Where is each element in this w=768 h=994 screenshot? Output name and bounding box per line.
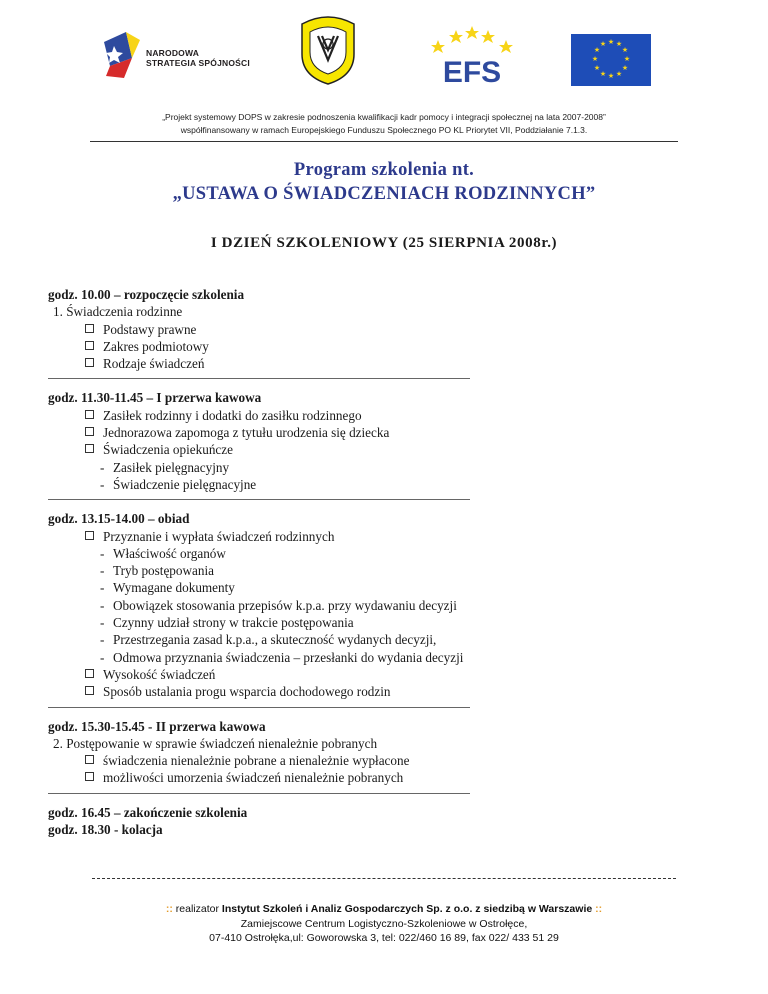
section-divider <box>48 378 470 379</box>
efs-logo <box>426 26 518 88</box>
bullet-item: Świadczenia opiekuńcze <box>48 441 668 458</box>
bullet-item: świadczenia nienależnie pobrane a nienależnie wypłacone <box>48 752 668 769</box>
checkbox-bullet-icon <box>85 427 94 436</box>
svg-text:★: ★ <box>621 64 629 72</box>
dash-item: - Świadczenie pielęgnacyjne <box>100 476 257 492</box>
svg-text:★: ★ <box>599 70 607 78</box>
nss-mark-icon <box>102 28 142 80</box>
dash-item: - Wymagane dokumenty <box>100 580 235 596</box>
dash-item: - Obowiązek stosowania przepisów k.p.a. przy wydawaniu decyzji <box>100 597 457 613</box>
time-heading: godz. 10.00 – rozpoczęcie szkolenia <box>48 287 245 302</box>
agenda <box>48 286 668 838</box>
efs-icon <box>426 26 518 88</box>
checkbox-bullet-icon <box>85 324 94 333</box>
dash-item: - Czynny udział strony w trakcie postępowania <box>100 615 354 631</box>
numbered-item: 2. Postępowanie w sprawie świadczeń nienależnie pobranych <box>53 735 378 751</box>
dops-seal-icon <box>296 14 360 86</box>
narodowa-strategia-spojnosci-logo <box>102 28 252 84</box>
footer-address-line2: 07-410 Ostrołęka,ul: Goworowska 3, tel: 022/460 16 89, fax 022/ 433 51 29 <box>209 932 559 944</box>
bullet-item: Zasiłek rodzinny i dodatki do zasiłku rodzinnego <box>48 407 668 424</box>
section-divider <box>48 707 470 708</box>
checkbox-bullet-icon <box>85 755 94 764</box>
checkbox-bullet-icon <box>85 410 94 419</box>
section-divider <box>48 499 470 500</box>
svg-text:★: ★ <box>615 70 623 78</box>
checkbox-bullet-icon <box>85 669 94 678</box>
checkbox-bullet-icon <box>85 341 94 350</box>
checkbox-bullet-icon <box>85 772 94 781</box>
bullet-item: Przyznanie i wypłata świadczeń rodzinnych <box>48 528 668 545</box>
eu-flag-logo <box>571 34 651 86</box>
svg-text:★: ★ <box>615 40 623 48</box>
time-heading: godz. 11.30-11.45 – I przerwa kawowa <box>48 390 262 406</box>
page-title-line2: „USTAWA O ŚWIADCZENIACH RODZINNYCH” <box>172 184 596 204</box>
time-heading: godz. 13.15-14.00 – obiad <box>48 511 190 527</box>
footer-divider <box>92 878 676 879</box>
time-heading: godz. 15.30-15.45 - II przerwa kawowa <box>48 718 266 734</box>
checkbox-bullet-icon <box>85 686 94 695</box>
svg-text:★: ★ <box>623 55 631 63</box>
dash-item: - Właściwość organów <box>100 545 226 561</box>
header-divider <box>90 141 678 142</box>
project-note-line1: „Projekt systemowy DOPS w zakresie podnoszenia kwalifikacji kadr pomocy i integracji społecznej na lata 2007-2008” <box>162 112 606 122</box>
project-note-line2: współfinansowany w ramach Europejskiego Funduszu Społecznego PO KL Priorytet VII, Poddziałanie 7.1.3. <box>180 125 588 135</box>
svg-text:★: ★ <box>593 46 601 54</box>
bullet-item: Jednorazowa zapomoga z tytułu urodzenia się dziecka <box>48 424 668 441</box>
checkbox-bullet-icon <box>85 358 94 367</box>
footer-realizator: :: realizator Instytut Szkoleń i Analiz Gospodarczych Sp. z o.o. z siedzibą w Warszawie :: <box>165 903 603 915</box>
nss-name: NARODOWA STRATEGIA SPÓJNOŚCI <box>146 48 250 68</box>
bullet-item: Wysokość świadczeń <box>48 666 668 683</box>
bullet-item: Zakres podmiotowy <box>48 338 668 355</box>
bullet-item: możliwości umorzenia świadczeń nienależnie pobranych <box>48 769 668 786</box>
svg-text:★: ★ <box>621 46 629 54</box>
dash-item: - Tryb postępowania <box>100 563 214 579</box>
numbered-item: 1. Świadczenia rodzinne <box>53 304 183 320</box>
day-heading: I DZIEŃ SZKOLENIOWY (25 SIERPNIA 2008r.) <box>210 235 558 251</box>
time-heading: godz. 16.45 – zakończenie szkolenia <box>48 804 248 820</box>
footer-address-line1: Zamiejscowe Centrum Logistyczno-Szkoleniowe w Ostrołęce, <box>240 918 528 930</box>
checkbox-bullet-icon <box>85 531 94 540</box>
dops-seal-logo <box>296 14 360 86</box>
page-title-line1: Program szkolenia nt. <box>293 160 475 180</box>
section-divider <box>48 793 470 794</box>
svg-text:★: ★ <box>607 72 615 80</box>
checkbox-bullet-icon <box>85 444 94 453</box>
svg-text:★: ★ <box>607 38 615 46</box>
dash-item: - Odmowa przyznania świadczenia – przesłanki do wydania decyzji <box>100 649 464 665</box>
svg-text:EFS: EFS <box>442 56 502 88</box>
svg-text:★: ★ <box>591 55 599 63</box>
time-heading: godz. 18.30 - kolacja <box>48 822 163 838</box>
svg-text:★: ★ <box>593 64 601 72</box>
dash-item: - Przestrzegania zasad k.p.a., a skuteczność wydanych decyzji, <box>100 632 437 648</box>
logo-bar <box>0 0 768 100</box>
bullet-item: Podstawy prawne <box>48 321 668 338</box>
dash-item: - Zasiłek pielęgnacyjny <box>100 459 230 475</box>
bullet-item: Rodzaje świadczeń <box>48 355 668 372</box>
eu-flag-icon <box>571 34 651 86</box>
svg-text:★: ★ <box>599 40 607 48</box>
bullet-item: Sposób ustalania progu wsparcia dochodowego rodzin <box>48 683 668 700</box>
